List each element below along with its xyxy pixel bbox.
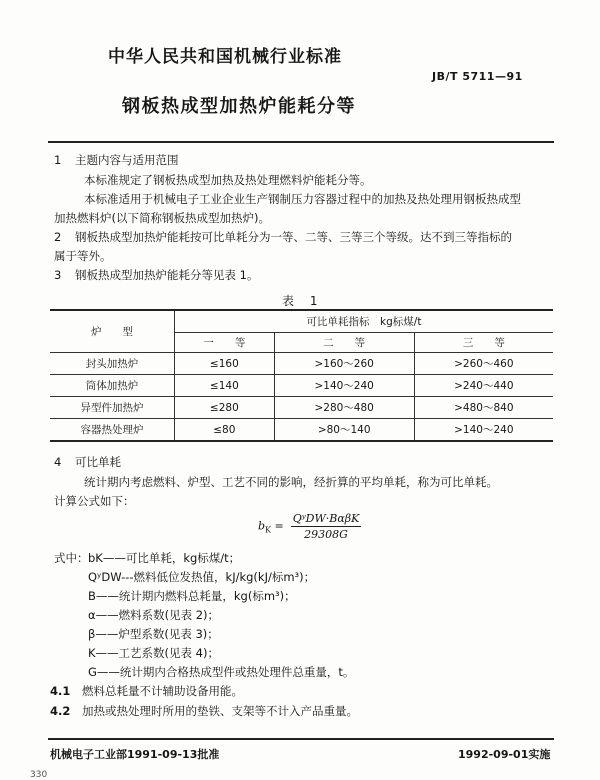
cell-type: 筒体加热炉: [50, 375, 175, 397]
cell-grade-1: ≤160: [175, 353, 275, 375]
approval-date: 机械电子工业部1991-09-13批准: [50, 748, 220, 761]
section-number: 2: [54, 230, 62, 244]
energy-grade-table: [50, 309, 553, 442]
col-header-grade-1: 一 等: [175, 333, 275, 353]
section-number: 3: [54, 268, 62, 282]
cell-type: 封头加热炉: [50, 353, 175, 375]
table-title: 表 1: [282, 294, 324, 308]
col-header-group: 可比单耗指标 kg标煤/t: [175, 310, 554, 333]
legend-item: β——炉型系数(见表 3)；: [88, 627, 219, 641]
legend-item: G——统计期内合格热成型件或热处理件总重量，t。: [88, 665, 355, 679]
paragraph: 加热燃料炉(以下简称钢板热成型加热炉)。: [54, 211, 270, 225]
cell-grade-2: >160～260: [274, 353, 414, 375]
col-header-furnace: 炉 型: [50, 310, 175, 353]
cell-grade-2: >80～140: [274, 419, 414, 442]
cell-grade-3: >240～440: [414, 375, 553, 397]
cell-grade-3: >260～460: [414, 353, 553, 375]
cell-type: 异型件加热炉: [50, 397, 175, 419]
standard-code: JB/T 5711—91: [432, 70, 523, 83]
paragraph: 钢板热成型加热炉能耗按可比单耗分为一等、二等、三等三个等级。达不到三等指标的: [74, 230, 512, 244]
cell-grade-1: ≤140: [175, 375, 275, 397]
legend-item: K——工艺系数(见表 4)；: [88, 646, 219, 660]
cell-grade-1: ≤280: [175, 397, 275, 419]
legend-item: α——燃料系数(见表 2)；: [88, 608, 220, 622]
cell-grade-2: >280～480: [274, 397, 414, 419]
page-number: 330: [30, 770, 48, 780]
formula-fraction: [291, 512, 362, 541]
section-1-heading: [54, 152, 178, 168]
formula-lhs: b: [258, 519, 266, 533]
legend-prefix: 式中：: [54, 551, 89, 565]
paragraph: 本标准适用于机械电子工业企业生产钢制压力容器过程中的加热及热处理用钢板热成型: [84, 192, 521, 206]
clause-4-1: [50, 683, 243, 699]
section-3: [54, 267, 258, 283]
clause-number: 4.2: [50, 704, 71, 718]
section-title: 可比单耗: [74, 455, 121, 469]
org-title: 中华人民共和国机械行业标准: [108, 47, 342, 67]
table-row: [50, 419, 553, 442]
paragraph: 燃料总耗量不计辅助设备用能。: [82, 684, 244, 698]
section-number: 1: [54, 153, 62, 167]
formula: [258, 512, 361, 541]
cell-grade-1: ≤80: [175, 419, 275, 442]
section-title: 主题内容与适用范围: [74, 153, 179, 167]
section-2: [54, 229, 512, 245]
paragraph: 属于等外。: [54, 249, 112, 263]
paragraph: 钢板热成型加热炉能耗分等见表 1。: [74, 268, 259, 282]
table-row: [50, 353, 553, 375]
cell-grade-3: >480～840: [414, 397, 553, 419]
cell-grade-2: >140～240: [274, 375, 414, 397]
table-row: [50, 397, 553, 419]
formula-numerator: QʸDW·BαβK: [292, 512, 360, 525]
paragraph: 统计期内考虑燃料、炉型、工艺不同的影响，经折算的平均单耗，称为可比单耗。: [84, 475, 498, 489]
footer-rule: [48, 738, 554, 740]
effective-date: 1992-09-01实施: [458, 748, 551, 761]
section-number: 4: [54, 455, 62, 469]
col-header-grade-2: 二 等: [274, 333, 414, 353]
header-rule: [48, 141, 554, 143]
formula-equals: =: [271, 519, 288, 533]
legend-item: bK——可比单耗，kg标煤/t；: [88, 551, 241, 565]
paragraph: 计算公式如下：: [54, 494, 135, 508]
legend-item: QʸDW---燃料低位发热值，kJ/kg(kJ/标m³)；: [88, 570, 316, 584]
cell-type: 容器热处理炉: [50, 419, 175, 442]
clause-4-2: [50, 703, 358, 719]
document-title: 钢板热成型加热炉能耗分等: [122, 96, 356, 117]
legend-item: B——统计期内燃料总耗量，kg(标m³)；: [88, 589, 296, 603]
clause-number: 4.1: [50, 684, 71, 698]
formula-lhs-sub: K: [265, 525, 272, 535]
section-4-heading: [54, 454, 121, 470]
cell-grade-3: >140～240: [414, 419, 553, 442]
table-row: [50, 375, 553, 397]
paragraph: 本标准规定了钢板热成型加热及热处理燃料炉能耗分等。: [84, 173, 372, 187]
paragraph: 加热或热处理时所用的垫铁、支架等不计入产品重量。: [82, 704, 359, 718]
formula-denominator: 29308G: [304, 528, 348, 541]
col-header-grade-3: 三 等: [414, 333, 553, 353]
